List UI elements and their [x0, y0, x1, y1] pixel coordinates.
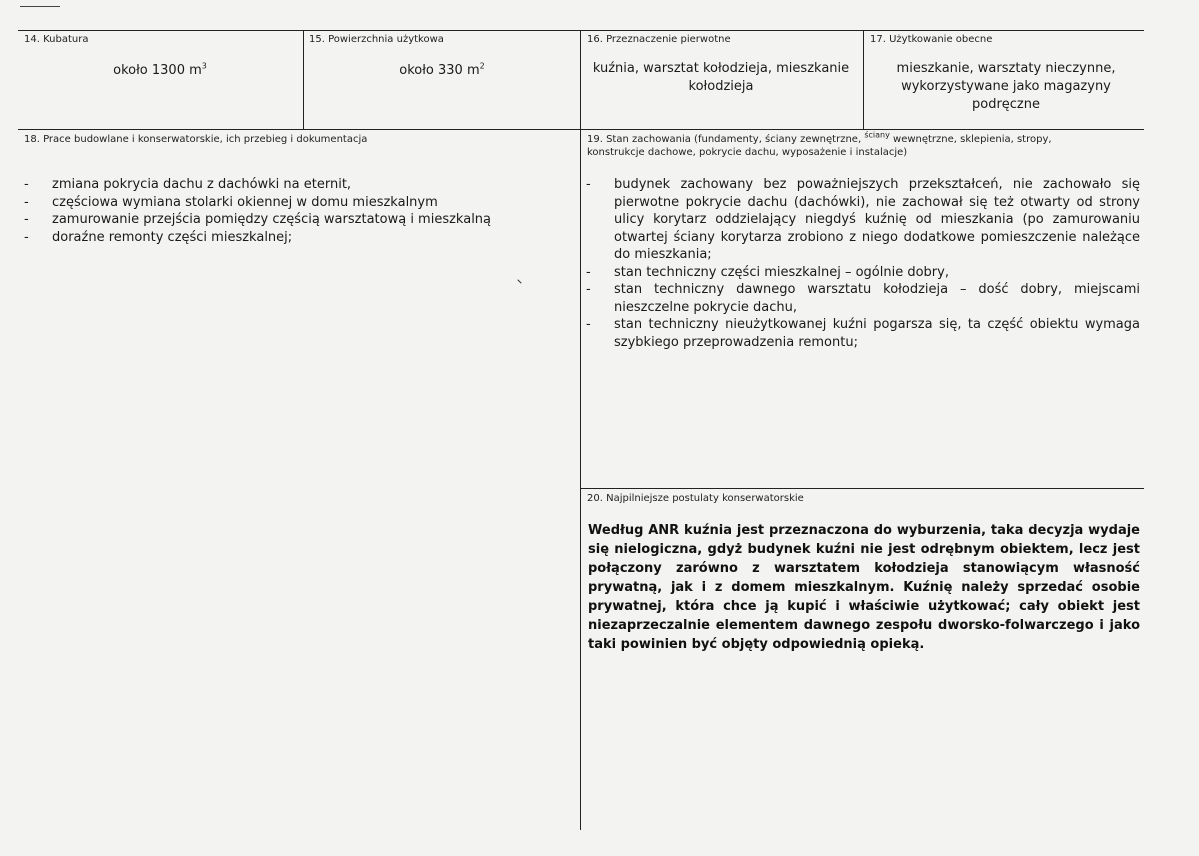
field-20-text: Według ANR kuźnia jest przeznaczona do wyburzenia, taka decyzja wydaje się nielogiczna, gdyż budynek kuźni nie jest odrębnym obiektem, lecz jest połączony zarówno z warsztatem kołodzieja stanowiącym własność prywatną, jak i z domem mieszkalnym. Kuźnię należy sprzedać osobie prywatnej, która chce ją kupić i właściwie użytkować; cały obiekt jest niezaprzeczalnie elementem dawnego zespołu dworsko-folwarczego i jako taki powinien być objęty odpowiednią opieką.: [588, 523, 1140, 652]
list-item: [586, 316, 1140, 351]
field-18-label: 18. Prace budowlane i konserwatorskie, ich przebieg i dokumentacja: [24, 134, 368, 145]
stray-mark: [517, 279, 521, 283]
divider-14-15: [303, 30, 304, 130]
list-item-text: stan techniczny dawnego warsztatu kołodzieja – dość dobry, miejscami nieszczelne pokrycie dachu,: [614, 282, 1140, 315]
field-19-list: [586, 176, 1140, 351]
list-item-text: budynek zachowany bez poważniejszych przekształceń, nie zachowało się pierwotne pokrycie dachu (dachówki), nie zachował się też otwarty od strony ulicy korytarz oddzielający niegdyś kuźnię od mieszkania (po zamurowaniu otwartej ściany korytarza zrobiono z niego dodatkowe pomieszczenie należące do mieszkania;: [614, 177, 1140, 262]
top-rule: [18, 30, 1144, 31]
field-15-value: około 330 $m^2$: [399, 61, 485, 78]
dash-mark: -: [24, 229, 29, 245]
dash-mark: -: [586, 282, 591, 297]
field-20-label: 20. Najpilniejsze postulaty konserwatorskie: [587, 493, 804, 504]
list-item-text: stan techniczny nieużytkowanej kuźni pogarsza się, ta część obiektu wymaga szybkiego przeprowadzenia remontu;: [614, 317, 1140, 350]
dash-mark: -: [586, 317, 591, 332]
field-16-value: kuźnia, warsztat kołodzieja, mieszkanie kołodzieja: [592, 61, 850, 94]
list-item: [24, 211, 564, 229]
list-item-text: zmiana pokrycia dachu z dachówki na eternit,: [52, 177, 352, 192]
field-15-label: 15. Powierzchnia użytkowa: [309, 34, 444, 45]
dash-mark: -: [24, 212, 29, 227]
list-item-text: zamurowanie przejścia pomiędzy częścią warsztatową i mieszkalną: [52, 212, 492, 227]
middle-rule: [18, 129, 1144, 130]
list-item: [24, 194, 564, 212]
list-item: [24, 176, 564, 194]
divider-16-17: [863, 30, 864, 130]
field-14-value: około 1300 $m^3$: [113, 61, 207, 78]
list-item: [586, 264, 1140, 282]
field-19-label: 19. Stan zachowania (fundamenty, ściany zewnętrzne, $^{ściany}$ wewnętrzne, sklepienia, stropy, konstrukcje dachowe, pokrycie dachu, wyposażenie i instalacje): [587, 130, 1052, 158]
field-18-list: [24, 176, 564, 246]
dash-mark: -: [586, 264, 591, 280]
list-item-text: częściowa wymiana stolarki okiennej w domu mieszkalnym: [52, 194, 438, 210]
dash-mark: -: [586, 177, 591, 192]
section-20-rule: [580, 488, 1144, 489]
field-17-value: mieszkanie, warsztaty nieczynne, wykorzystywane jako magazyny podręczne: [896, 61, 1116, 112]
center-divider: [580, 30, 581, 830]
dash-mark: -: [24, 177, 29, 192]
list-item: [24, 229, 564, 247]
list-item-text: stan techniczny części mieszkalnej – ogólnie dobry,: [614, 264, 949, 280]
dash-mark: -: [24, 194, 29, 210]
field-14-label: 14. Kubatura: [24, 34, 89, 45]
list-item-text: doraźne remonty części mieszkalnej;: [52, 229, 293, 245]
list-item: [586, 176, 1140, 264]
field-17-label: 17. Użytkowanie obecne: [870, 34, 993, 45]
list-item: [586, 281, 1140, 316]
field-16-label: 16. Przeznaczenie pierwotne: [587, 34, 731, 45]
top-edge-line: [20, 6, 60, 7]
